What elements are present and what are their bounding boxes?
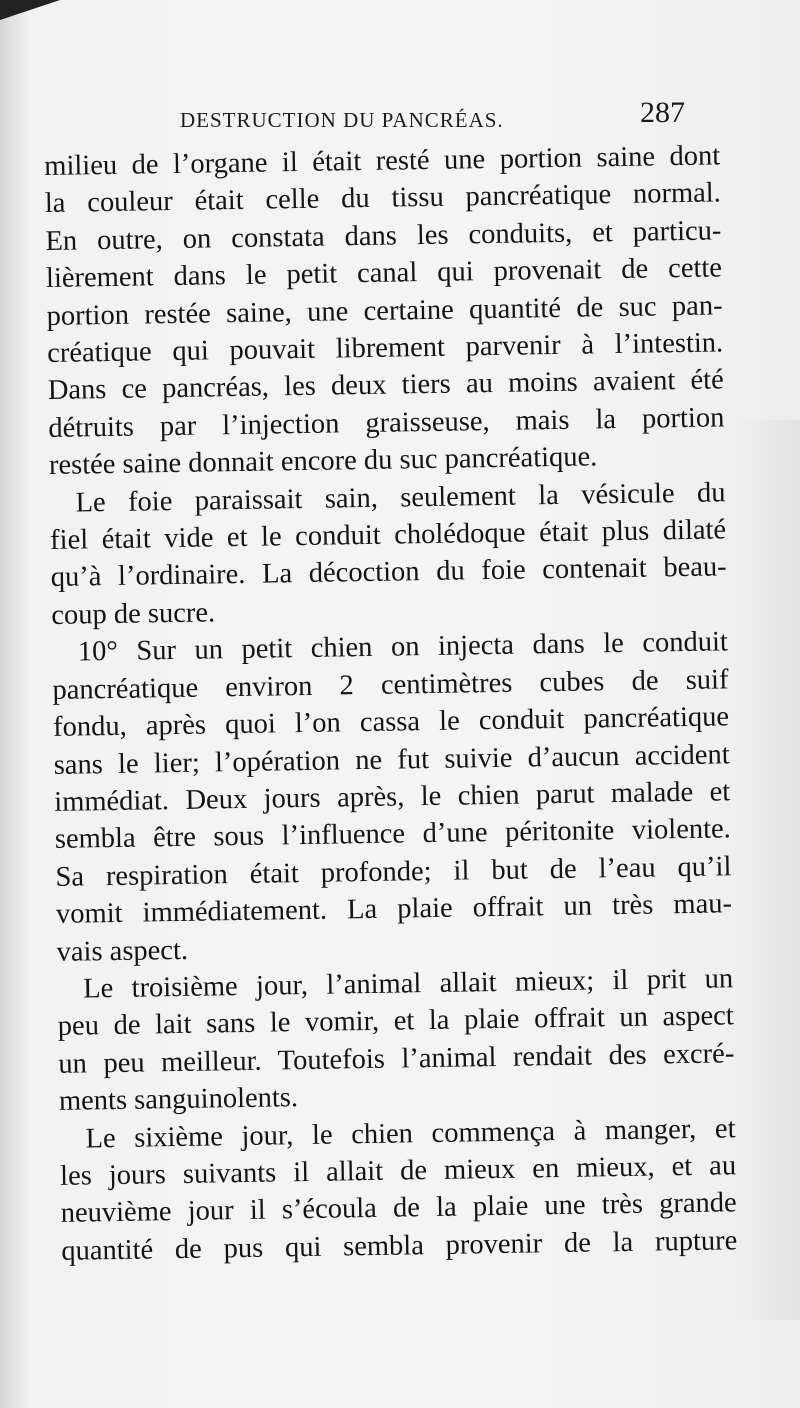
running-head: DESTRUCTION DU PANCRÉAS. <box>180 108 504 132</box>
text-line: Sa respiration était profonde; il but de l’eau qu’il <box>55 851 732 893</box>
text-line: sembla être sous l’influence d’une péritonite violente. <box>54 813 732 856</box>
text-line: sans le lier; l’opération ne fut suivie d’aucun accident <box>53 738 730 781</box>
text-line: fiel était vide et le conduit cholédoque était plus dilaté <box>49 514 727 557</box>
page-corner-shadow <box>0 0 60 20</box>
text-line: fondu, après quoi l’on cassa le conduit pancréatique <box>52 701 730 744</box>
text-line: Le troisième jour, l’animal allait mieux; il prit un <box>82 963 734 1005</box>
text-line: ments sanguinolents. <box>58 1082 299 1118</box>
text-line: Dans ce pancréas, les deux tiers au moins avaient été <box>47 364 724 407</box>
text-line: En outre, on constata dans les conduits, et particu- <box>45 215 722 257</box>
text-line: un peu meilleur. Toutefois l’animal rendait des excré- <box>58 1038 735 1080</box>
text-line: la couleur était celle du tissu pancréatique normal. <box>44 177 722 220</box>
text-line: immédiat. Deux jours après, le chien parut malade et <box>54 776 731 818</box>
text-line: qu’à l’ordinaire. La décoction du foie contenait beau- <box>50 551 727 594</box>
text-line: milieu de l’organe il était resté une portion saine dont <box>44 140 721 182</box>
text-line: créatique qui pouvait librement parvenir à l’intestin. <box>46 327 724 370</box>
text-line: les jours suivants il allait de mieux en mieux, et au <box>59 1150 737 1192</box>
text-line: restée saine donnait encore du suc pancréatique. <box>48 441 598 482</box>
page-edge-shadow <box>740 420 800 1320</box>
page-header <box>150 96 685 136</box>
text-line: 10° Sur un petit chien on injecta dans le conduit <box>77 626 729 668</box>
text-line: portion restée saine, une certaine quantité de suc pan- <box>46 289 723 332</box>
body-text <box>44 137 738 1270</box>
text-line: Le sixième jour, le chien commença à manger, et <box>85 1112 736 1155</box>
paragraph-4 <box>57 960 735 1120</box>
paragraph-5 <box>59 1110 737 1270</box>
text-line: coup de sucre. <box>51 597 216 631</box>
paragraph-1 <box>44 137 725 484</box>
text-line: quantité de pus qui sembla provenir de la rupture <box>61 1225 738 1267</box>
text-line: vais aspect. <box>56 934 189 968</box>
text-line: vomit immédiatement. La plaie offrait un très mau- <box>55 888 733 931</box>
text-line: détruits par l’injection graisseuse, mais la portion <box>48 402 725 444</box>
text-line: pancréatique environ 2 centimètres cubes de suif <box>52 664 729 706</box>
paragraph-3 <box>52 624 733 971</box>
paragraph-2 <box>49 474 727 634</box>
text-line: Le foie paraissait sain, seulement la vésicule du <box>75 476 726 519</box>
text-line: peu de lait sans le vomir, et la plaie offrait un aspect <box>57 1000 734 1043</box>
text-line: neuvième jour il s’écoula de la plaie une très grande <box>60 1187 737 1230</box>
text-line: lièrement dans le petit canal qui provenait de cette <box>45 252 723 295</box>
page-number: 287 <box>640 96 685 129</box>
